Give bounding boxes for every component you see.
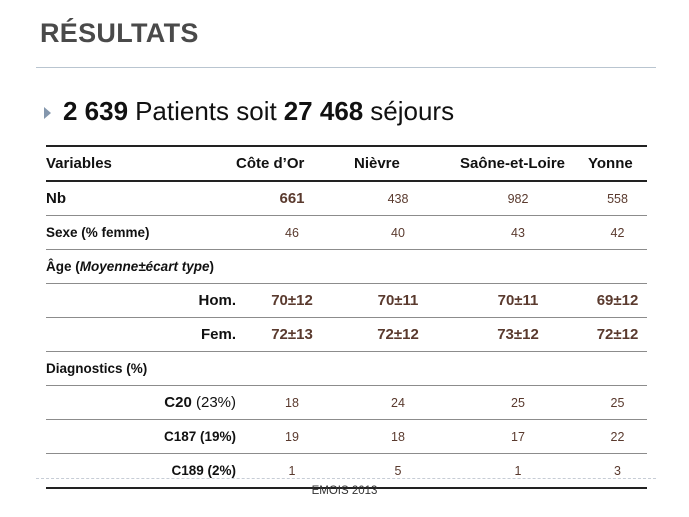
slide-title: RÉSULTATS (40, 18, 199, 48)
cell-value: 1 (236, 454, 348, 489)
cell-value: 72±13 (236, 318, 348, 352)
header-cote-dor: Côte d’Or (236, 146, 348, 181)
cell-value: 661 (236, 181, 348, 216)
patients-text: Patients soit (135, 96, 277, 126)
footer-divider (36, 478, 656, 479)
stays-text: séjours (370, 96, 455, 126)
header-saone-et-loire: Saône-et-Loire (448, 146, 588, 181)
cell-value: 1 (448, 454, 588, 489)
row-label: C187 (19%) (46, 420, 236, 454)
cell-value: 70±12 (236, 284, 348, 318)
table-row-age (46, 250, 647, 284)
cell-value: 72±12 (588, 318, 647, 352)
cell-value: 18 (236, 386, 348, 420)
cell-value: 24 (348, 386, 448, 420)
cell-value: 18 (348, 420, 448, 454)
table-row-diagnostics (46, 352, 647, 386)
patients-count: 2 639 (63, 96, 129, 126)
table-row-sexe (46, 216, 647, 250)
age-label-suffix: ) (209, 259, 214, 274)
results-table (46, 145, 647, 489)
cell-value: 25 (448, 386, 588, 420)
cell-value: 25 (588, 386, 647, 420)
row-label: Nb (46, 181, 236, 216)
table-row-c187 (46, 420, 647, 454)
c20-code: C20 (164, 394, 192, 411)
row-label-c20 (46, 386, 236, 420)
cell-value: 46 (236, 216, 348, 250)
table-row-fem (46, 318, 647, 352)
cell-value: 17 (448, 420, 588, 454)
header-variables: Variables (46, 146, 236, 181)
cell-value: 40 (348, 216, 448, 250)
row-label: Sexe (% femme) (46, 216, 236, 250)
cell-value: 982 (448, 181, 588, 216)
cell-value: 3 (588, 454, 647, 489)
cell-value: 72±12 (348, 318, 448, 352)
cell-value: 5 (348, 454, 448, 489)
row-label: Fem. (46, 318, 236, 352)
cell-value: 22 (588, 420, 647, 454)
age-label-prefix: Âge ( (46, 259, 80, 274)
footer-text: EMOIS 2013 (311, 485, 378, 497)
row-label-diagnostics: Diagnostics (%) (46, 352, 647, 386)
cell-value: 19 (236, 420, 348, 454)
cell-value: 69±12 (588, 284, 647, 318)
table-row-nb (46, 181, 647, 216)
table-header-row (46, 146, 647, 181)
row-label-age (46, 250, 647, 284)
header-yonne: Yonne (588, 146, 647, 181)
cell-value: 70±11 (448, 284, 588, 318)
cell-value: 42 (588, 216, 647, 250)
cell-value: 43 (448, 216, 588, 250)
age-label-italic: Moyenne±écart type (79, 259, 210, 274)
stays-count: 27 468 (283, 96, 364, 126)
table-row-hom (46, 284, 647, 318)
cell-value: 438 (348, 181, 448, 216)
table-row-c20 (46, 386, 647, 420)
c20-pct: (23%) (195, 394, 236, 411)
row-label: C189 (2%) (46, 454, 236, 489)
summary-bullet (44, 96, 454, 127)
bullet-arrow-icon (44, 107, 51, 119)
row-label: Hom. (46, 284, 236, 318)
table-row-c189 (46, 454, 647, 489)
cell-value: 558 (588, 181, 647, 216)
cell-value: 70±11 (348, 284, 448, 318)
cell-value: 73±12 (448, 318, 588, 352)
title-divider (36, 67, 656, 68)
header-nievre: Nièvre (348, 146, 448, 181)
